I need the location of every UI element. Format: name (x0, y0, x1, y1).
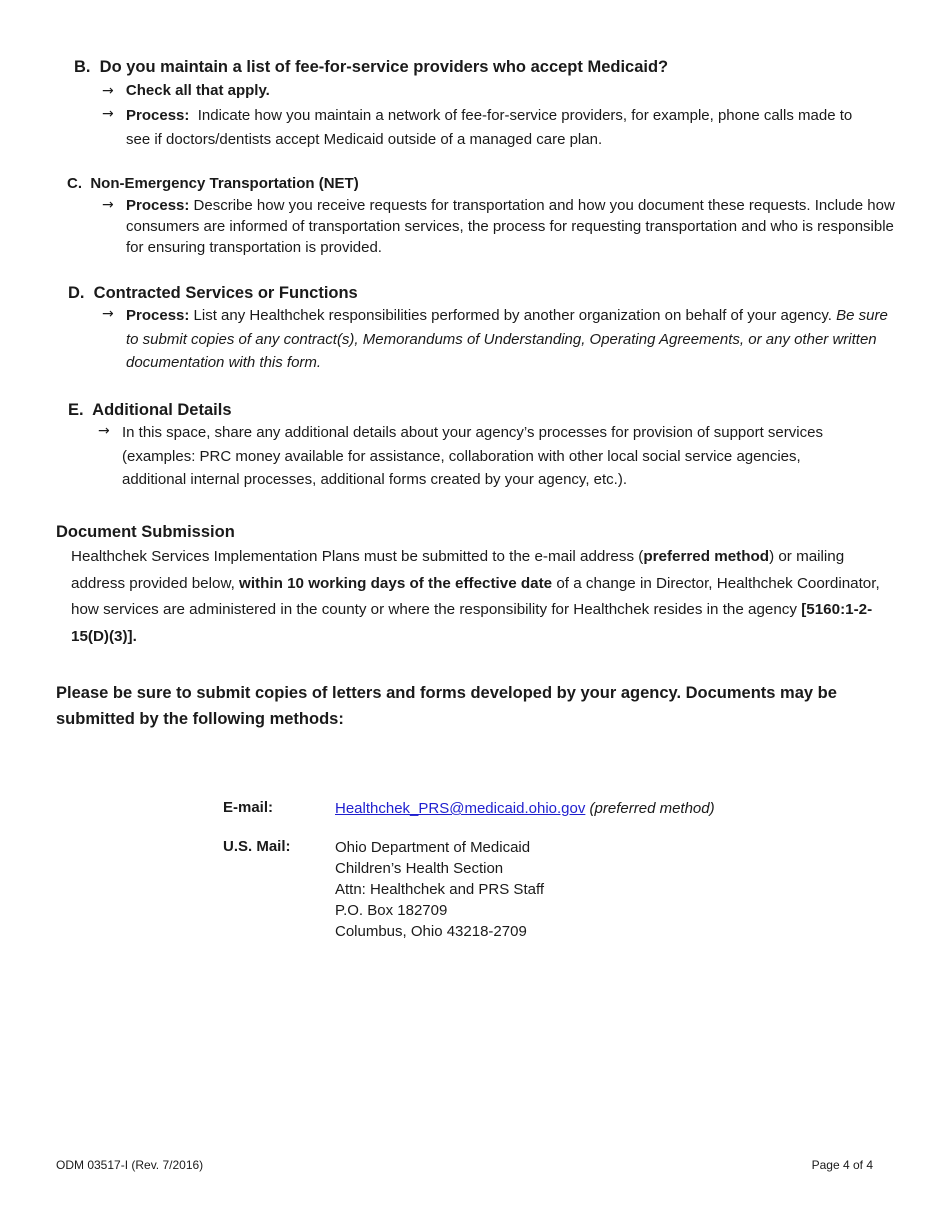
submission-notice: Please be sure to submit copies of letters and forms developed by your agency. Documents may be submitted by the following methods: (56, 684, 837, 728)
email-link[interactable]: Healthchek_PRS@medicaid.ohio.gov (335, 800, 586, 817)
footer-page-number: Page 4 of 4 (811, 1158, 873, 1172)
submission-bold-3: [5160:1-2-15(D)(3)]. (71, 601, 873, 645)
section-d-title: Contracted Services or Functions (93, 284, 358, 302)
submission-paragraph (71, 544, 901, 650)
footer-form-id: ODM 03517-I (Rev. 7/2016) (56, 1158, 204, 1172)
process-label: Process: (126, 307, 190, 324)
submission-text-2: ) or mailing address provided below, (71, 548, 845, 592)
process-label: Process: (126, 197, 190, 214)
mailing-address (335, 837, 544, 942)
email-preferred-note: (preferred method) (589, 800, 715, 817)
address-line: Children’s Health Section (335, 860, 504, 877)
arrow-right-icon: → (102, 197, 114, 213)
section-c-bullet (102, 195, 897, 258)
section-e-bullet (98, 421, 863, 492)
section-b-bullet-2 (102, 104, 862, 152)
section-e-letter: E. (68, 401, 84, 419)
address-line: P.O. Box 182709 (335, 902, 448, 919)
process-italic-note: Be sure to submit copies of any contract(s), Memorandums of Understanding, Operating Agreements, or any other written documentation with this form. (126, 307, 888, 371)
submission-bold-2: within 10 working days of the effective date (239, 574, 553, 592)
section-c-heading (67, 175, 359, 192)
arrow-right-icon: → (102, 83, 114, 99)
address-line: Attn: Healthchek and PRS Staff (335, 881, 545, 898)
process-text: List any Healthchek responsibilities performed by another organization on behalf of your agency. (193, 307, 832, 324)
additional-details-text: In this space, share any additional details about your agency’s processes for provision of support services (examples: PRC money available for assistance, collaboration with other local social service agencies, additional internal processes, additional forms created by your agency, etc.). (122, 424, 823, 488)
arrow-right-icon: → (102, 106, 114, 122)
submission-heading: Document Submission (56, 523, 235, 541)
check-all-label: Check all that apply. (125, 82, 270, 99)
submission-bold-1: preferred method (643, 548, 770, 565)
section-b-title: Do you maintain a list of fee-for-service providers who accept Medicaid? (99, 58, 669, 76)
section-e-title: Additional Details (92, 401, 232, 419)
section-b-letter: B. (74, 58, 91, 76)
address-line: Columbus, Ohio 43218-2709 (335, 923, 527, 940)
section-d-heading (68, 284, 358, 303)
section-c-letter: C. (67, 175, 82, 192)
section-d-bullet (102, 304, 897, 375)
section-d-letter: D. (68, 284, 85, 302)
process-text: Indicate how you maintain a network of fee-for-service providers, for example, phone calls made to see if doctors/dentists accept Medicaid outside of a managed care plan. (126, 107, 853, 148)
mail-label: U.S. Mail: (223, 838, 291, 855)
email-label: E-mail: (223, 799, 274, 816)
section-b-heading (74, 58, 668, 77)
section-c-title: Non-Emergency Transportation (NET) (90, 175, 359, 192)
arrow-right-icon: → (102, 306, 114, 322)
section-e-heading (68, 401, 232, 420)
email-line (335, 798, 715, 819)
process-text: Describe how you receive requests for transportation and how you document these requests. Include how consumers are informed of transportation services, the process for requesting transportation and who is responsible for ensuring transportation is provided. (126, 197, 895, 256)
section-b-bullet-1 (102, 80, 862, 102)
process-label: Process: (126, 107, 190, 124)
submission-text-1: Healthchek Services Implementation Plans must be submitted to the e-mail address ( (71, 548, 644, 565)
arrow-right-icon: → (98, 423, 110, 439)
address-line: Ohio Department of Medicaid (335, 839, 531, 856)
submission-text-3: of a change in Director, Healthchek Coordinator, how services are administered in the county or where the responsibility for Healthchek resides in the agency (71, 574, 880, 618)
